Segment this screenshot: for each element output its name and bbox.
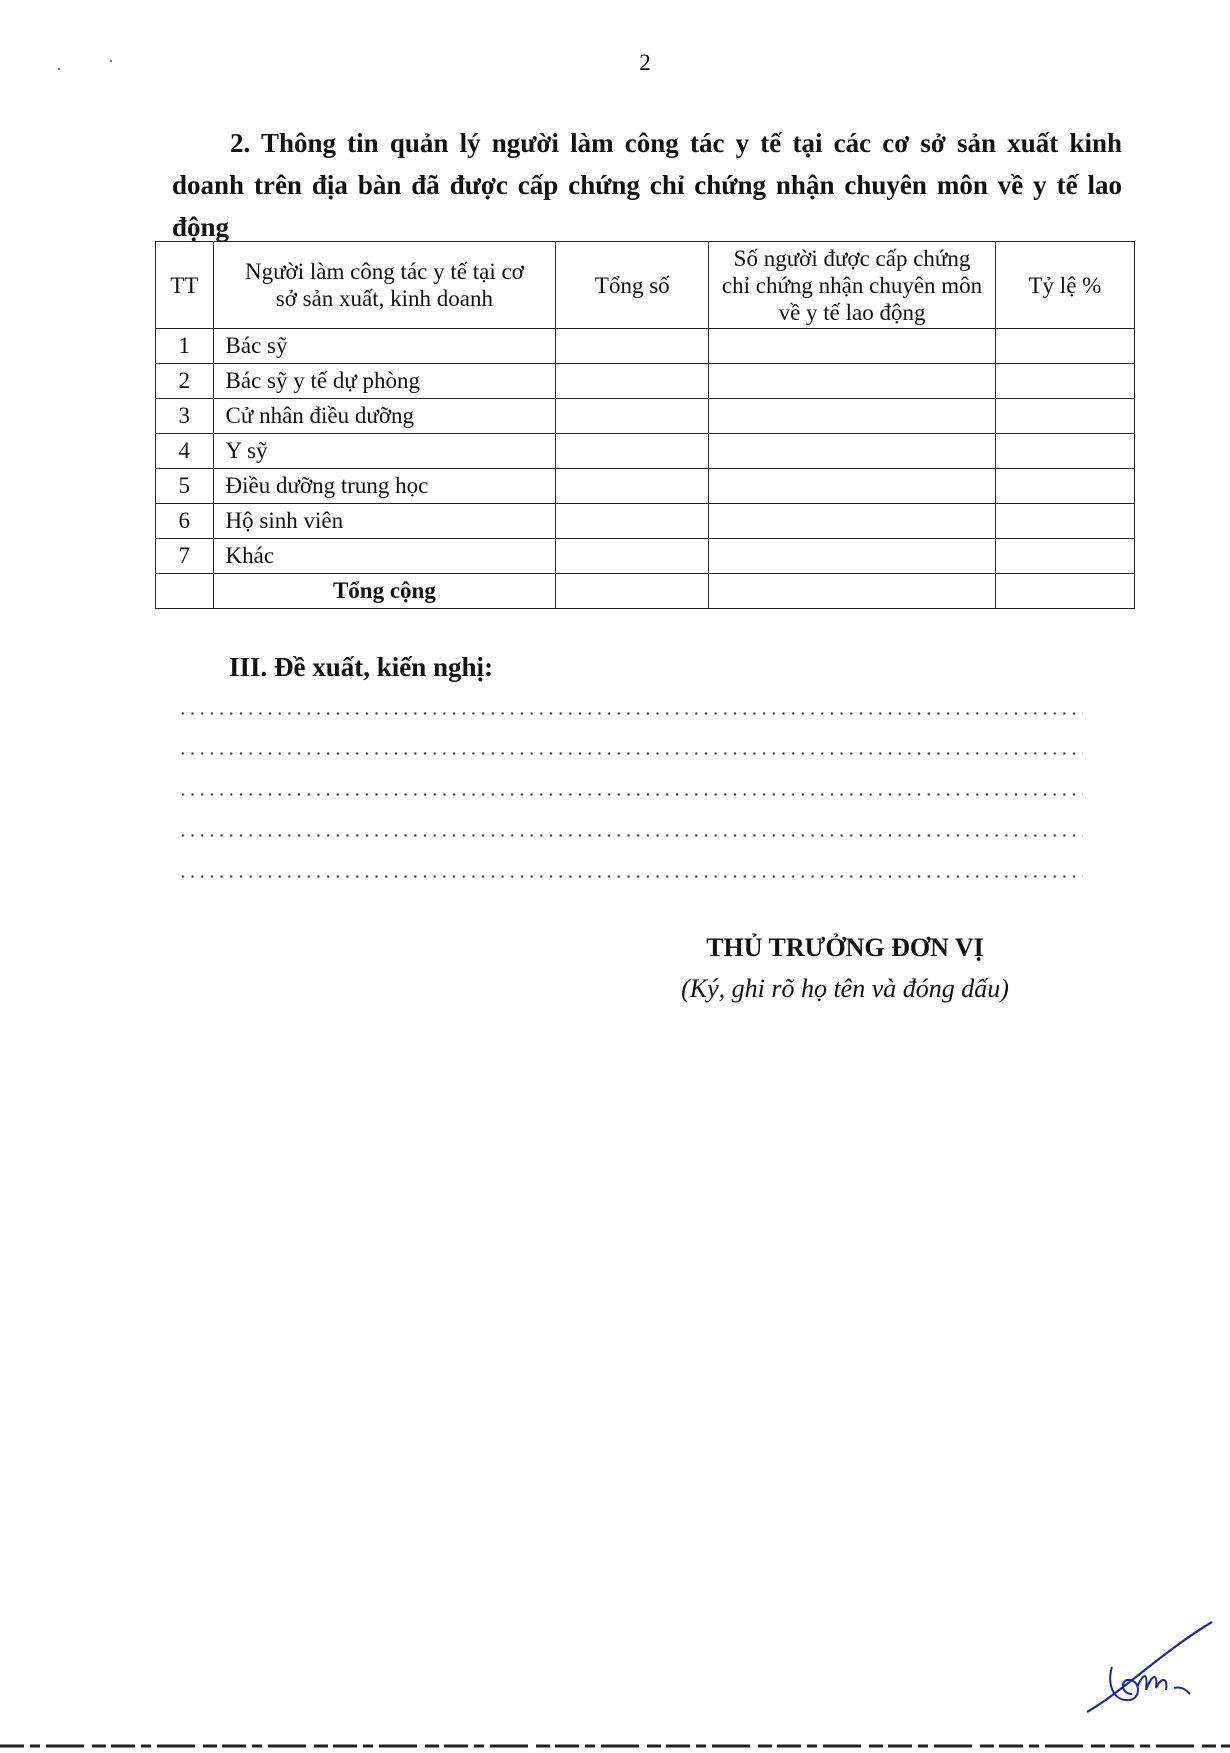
- signature-title: THỦ TRƯỞNG ĐƠN VỊ: [706, 933, 984, 962]
- header-role: Người làm công tác y tế tại cơ sở sản xuất, kinh doanh: [213, 242, 556, 329]
- row-tt: 7: [156, 539, 214, 574]
- table-row: [156, 434, 1135, 469]
- total-row-rate-cell: [995, 574, 1134, 609]
- table-row: [156, 329, 1135, 364]
- row-certified-cell: [709, 399, 996, 434]
- table-row: [156, 364, 1135, 399]
- row-certified-cell: [709, 539, 996, 574]
- total-row-tt-cell: [156, 574, 214, 609]
- total-row-label: Tổng cộng: [213, 574, 556, 609]
- page-number: 2: [639, 50, 651, 75]
- proposal-dotted-line: [178, 712, 1083, 715]
- row-rate-cell: [995, 504, 1134, 539]
- handwritten-initials: [1082, 1612, 1222, 1722]
- row-role: Điều dưỡng trung học: [213, 469, 556, 504]
- proposal-dotted-line: [178, 834, 1083, 837]
- row-total-cell: [556, 329, 709, 364]
- row-rate-cell: [995, 469, 1134, 504]
- page-bottom-border: [0, 1744, 1230, 1748]
- table-row: [156, 399, 1135, 434]
- table-row: [156, 469, 1135, 504]
- header-tt: TT: [156, 242, 214, 329]
- proposal-dotted-line: [178, 752, 1083, 755]
- row-total-cell: [556, 364, 709, 399]
- row-role: Cử nhân điều dưỡng: [213, 399, 556, 434]
- proposal-dotted-line: [178, 793, 1083, 796]
- row-rate-cell: [995, 539, 1134, 574]
- row-rate-cell: [995, 329, 1134, 364]
- row-role: Y sỹ: [213, 434, 556, 469]
- row-total-cell: [556, 504, 709, 539]
- row-role: Bác sỹ y tế dự phòng: [213, 364, 556, 399]
- header-rate: Tỷ lệ %: [995, 242, 1134, 329]
- header-certified: Số người được cấp chứng chỉ chứng nhận chuyên môn về y tế lao động: [709, 242, 996, 329]
- row-role: Hộ sinh viên: [213, 504, 556, 539]
- row-certified-cell: [709, 329, 996, 364]
- row-certified-cell: [709, 504, 996, 539]
- proposal-dotted-line: [178, 875, 1083, 878]
- table-row: [156, 504, 1135, 539]
- row-role: Bác sỹ: [213, 329, 556, 364]
- staff-certification-table: [155, 241, 1135, 609]
- proposal-heading: III. Đề xuất, kiến nghị:: [229, 652, 494, 682]
- row-total-cell: [556, 434, 709, 469]
- row-tt: 6: [156, 504, 214, 539]
- header-total: Tổng số: [556, 242, 709, 329]
- row-role: Khác: [213, 539, 556, 574]
- table-row: [156, 539, 1135, 574]
- row-rate-cell: [995, 434, 1134, 469]
- signature-note: (Ký, ghi rõ họ tên và đóng dấu): [681, 974, 1009, 1003]
- row-total-cell: [556, 399, 709, 434]
- row-total-cell: [556, 539, 709, 574]
- total-row-total-cell: [556, 574, 709, 609]
- row-tt: 3: [156, 399, 214, 434]
- row-tt: 2: [156, 364, 214, 399]
- row-tt: 5: [156, 469, 214, 504]
- table-header-row: [156, 242, 1135, 329]
- row-certified-cell: [709, 364, 996, 399]
- row-rate-cell: [995, 364, 1134, 399]
- row-certified-cell: [709, 469, 996, 504]
- row-tt: 1: [156, 329, 214, 364]
- row-total-cell: [556, 469, 709, 504]
- table-total-row: [156, 574, 1135, 609]
- row-rate-cell: [995, 399, 1134, 434]
- section-heading: 2. Thông tin quản lý người làm công tác y tế tại các cơ sở sản xuất kinh doanh trên địa bàn đã được cấp chứng chỉ chứng nhận chuyên môn về y tế lao động: [172, 128, 1122, 242]
- row-certified-cell: [709, 434, 996, 469]
- row-tt: 4: [156, 434, 214, 469]
- total-row-certified-cell: [709, 574, 996, 609]
